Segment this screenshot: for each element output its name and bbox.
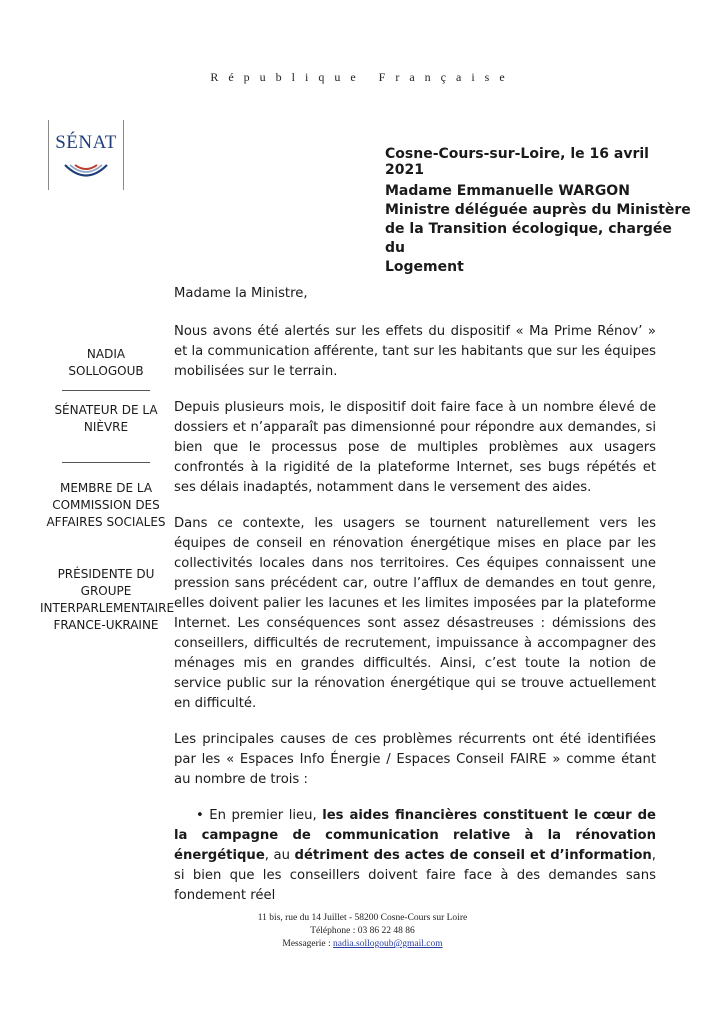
recipient-line: Logement <box>385 259 464 275</box>
sender-group: PRÉSIDENTE DU GROUPE INTERPARLEMENTAIRE FRANCE-UKRAINE <box>40 567 175 632</box>
body-paragraph: Nous avons été alertés sur les effets du dispositif « Ma Prime Rénov’ » et la communication afférente, tant sur les habitants que sur les équipes mobilisées sur le terrain. <box>174 324 656 379</box>
salutation: Madame la Ministre, <box>174 286 308 301</box>
bullet-bold-1: les aides financières constituent le cœur de la campagne de communication relative à la rénovation énergétique <box>174 808 656 863</box>
footer-phone: Téléphone : 03 86 22 48 86 <box>310 926 415 936</box>
recipient-line: Ministre déléguée auprès du Ministère <box>385 202 691 218</box>
footer-email-label: Messagerie : <box>282 939 334 949</box>
body-paragraph: Dans ce contexte, les usagers se tournent naturellement vers les équipes de conseil en rénovation énergétique mises en place par les collectivités locales dans nos territoires. Ces équipes connaissent une pression sans précédent car, outre l’afflux de demandes en tout genre, elles doivent palier les lacunes et les limites imposées par la plateforme Internet. Les conséquences sont assez désastreuses : démissions des conseillers, difficultés de recrutement, impuissance à accompagner des ménages mis en grandes difficultés. Ainsi, c’est toute la notion de service public sur la rénovation énergétique qui se trouve actuellement en difficulté. <box>174 516 656 711</box>
sender-role: SÉNATEUR DE LA NIÈVRE <box>54 403 158 434</box>
senat-logo <box>48 120 124 190</box>
sidebar-divider <box>62 462 150 463</box>
bullet-lead: • En premier lieu, <box>196 808 323 823</box>
footer <box>0 912 725 951</box>
footer-address: 11 bis, rue du 14 Juillet - 58200 Cosne-Cours sur Loire <box>257 913 468 923</box>
letter-body <box>174 284 656 922</box>
sidebar-divider <box>62 390 150 391</box>
body-paragraph: Depuis plusieurs mois, le dispositif doit faire face à un nombre élevé de dossiers et n’apparaît pas dimensionné pour répondre aux demandes, si bien que le processus pose de multiples problèmes aux usagers confrontés à la rigidité de la plateforme Internet, ses bugs répétés et ses délais inadaptés, notamment dans le versement des aides. <box>174 400 656 495</box>
sender-name: NADIA SOLLOGOUB <box>68 347 144 378</box>
senat-logo-arcs-icon <box>61 162 111 186</box>
senat-logo-text: SÉNAT <box>55 132 117 153</box>
email-link[interactable]: nadia.sollogoub@gmail.com <box>333 939 443 949</box>
recipient-line: Madame Emmanuelle WARGON <box>385 183 630 199</box>
recipient-block <box>385 182 695 277</box>
bullet-mid: , au <box>264 848 295 863</box>
recipient-line: de la Transition écologique, chargée du <box>385 221 672 256</box>
bullet-paragraph <box>174 806 656 906</box>
place-date: Cosne-Cours-sur-Loire, le 16 avril 2021 <box>385 146 649 178</box>
body-paragraph: Les principales causes de ces problèmes récurrents ont été identifiées par les « Espaces Info Énergie / Espaces Conseil FAIRE » comme étant au nombre de trois : <box>174 732 656 787</box>
republic-header: République Française <box>210 70 515 84</box>
bullet-tail: , si bien que les conseillers doivent faire face à des demandes sans fondement réel <box>174 848 656 903</box>
sender-commission: MEMBRE DE LA COMMISSION DES AFFAIRES SOCIALES <box>46 481 166 529</box>
bullet-bold-2: détriment des actes de conseil et d’information <box>294 848 652 863</box>
footer-email-line <box>0 938 725 951</box>
